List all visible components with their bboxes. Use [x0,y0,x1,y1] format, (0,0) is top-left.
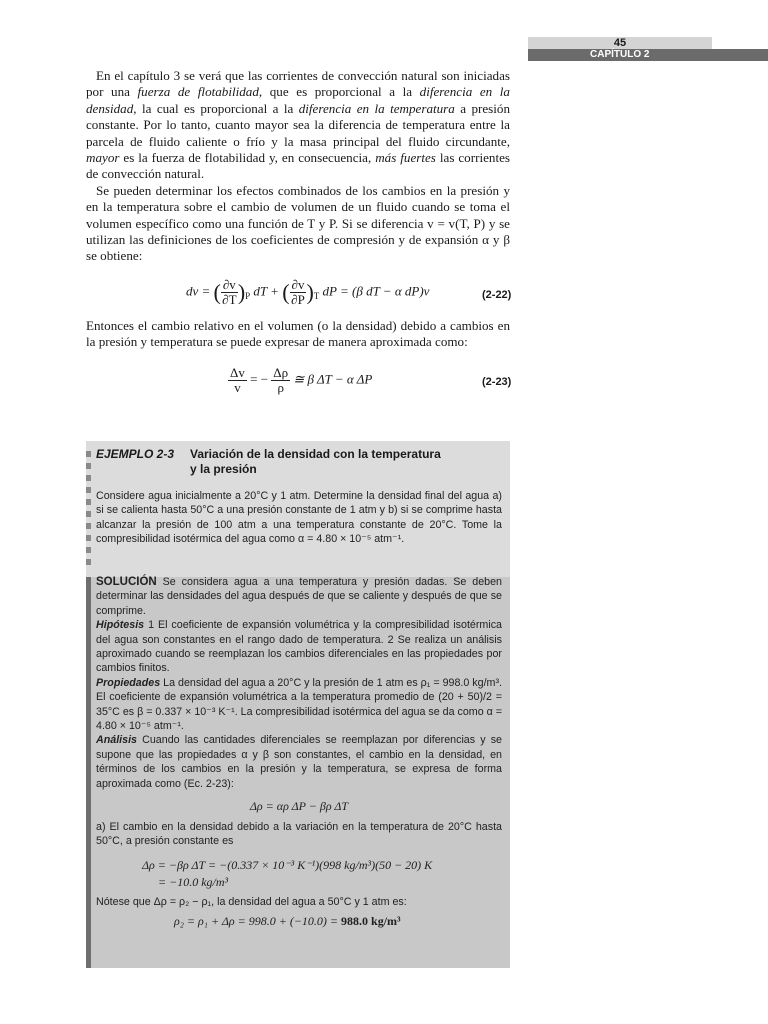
equation-number-2-23: (2-23) [482,376,512,388]
side-dash [86,463,91,469]
side-dash [86,559,91,565]
equation-2-23: $\frac{\Delta v}{v}$ = − $\frac{\Delta\rho}{\rho}$ ≅ β ΔT − α ΔP [230,365,373,395]
side-dash [86,499,91,505]
paragraph-2: Se pueden determinar los efectos combinados de los cambios en la presión y en la temperatura sobre el cambio de volumen de un fluido cuando se toma el volumen específico como una función de T y P. Si se diferencia v = v(T, P) y se utilizan las definiciones de los coeficientes de compresión y de expansión α y β se obtiene: [86,182,510,264]
side-dash [86,535,91,541]
body-text [86,68,510,265]
example-side-bar [86,577,91,968]
final-density-equation: ρ₂ = ρ₁ + Δρ = 998.0 + (−10.0) = 988.0 kg/m³ [174,913,401,928]
example-box [86,441,510,968]
equation-a-line1: Δρ = −βρ ΔT = −(0.337 × 10⁻³ K⁻¹)(998 kg/m³)(50 − 20) K [142,858,433,873]
example-label: EJEMPLO 2-3 [96,447,175,461]
page-number: 45 [528,37,712,49]
side-dash [86,547,91,553]
equation-2-22: dv = ( $\frac{\partial v}{\partial T}$ )$_P$ dT + ( $\frac{\partial v}{\partial P}$ )$_T$ dP = (β dT − α dP)v [186,277,430,307]
paragraph-3: Entonces el cambio relativo en el volumen (o la densidad) debido a cambios en la presión y temperatura se puede expresar de manera aproximada como: [86,318,510,350]
chapter-label: CAPÍTULO 2 [528,49,768,61]
body-text-2 [86,318,510,351]
equation-number-2-22: (2-22) [482,289,512,301]
side-dash [86,487,91,493]
equation-a-line2: = −10.0 kg/m³ [158,874,229,889]
density-change-equation: Δρ = αρ ΔP − βρ ΔT [249,799,349,814]
paragraph-1: En el capítulo 3 se verá que las corrientes de convección natural son iniciadas por una fuerza de flotabilidad, que es proporcional a la diferencia en la densidad, la cual es proporcional a la diferencia en la temperatura a presión constante. Por lo tanto, cuanto mayor sea la diferencia de temperatura entre la parcela de fluido caliente o frío y la masa principal del fluido circundante, mayor es la fuerza de flotabilidad y, en consecuencia, más fuertes las corrientes de convección natural. [86,68,511,182]
side-dash [86,475,91,481]
example-title: Variación de la densidad con la temperatura y la presión [190,447,441,476]
side-dash [86,451,91,457]
side-dash [86,523,91,529]
example-solution: SOLUCIÓN Se considera agua a una temperatura y presión dadas. Se deben determinar las densidades del agua después de que se caliente y después de que se comprime. Hipótesis 1 El coeficiente de expansión volumétrica y la compresibilidad isotérmica del agua son constantes en el rango dado de temperatura. 2 Se realiza un análisis aproximado cuando se reemplazan los cambios diferenciales en las propiedades por cambios finitos. Propiedades La densidad del agua a 20°C y la presión de 1 atm es ρ₁ = 998.0 kg/m³. El coeficiente de expansión volumétrica a la temperatura promedio de (20 + 50)/2 = 35°C es β = 0.337 × 10⁻³ K⁻¹. La compresibilidad isotérmica del agua se da como α = 4.80 × 10⁻⁵ atm⁻¹. Análisis Cuando las cantidades diferenciales se reemplazan por diferencias y se supone que las propiedades α y β son constantes, el cambio en la densidad, en términos de los cambios en la presión y la temperatura, se expresa de forma aproximada como (Ec. 2-23): Δρ = αρ ΔP − βρ ΔT a) El cambio en la densidad debido a la variación en la temperatura de 20°C hasta 50°C, a presión constante es Δρ = −βρ ΔT = −(0.337 × 10⁻³ K⁻¹)(998 kg/m³)(50 − 20) K = −10.0 kg/m³ Nótese que Δρ = ρ₂ − ρ₁, la densidad del agua a 50°C y 1 atm es: ρ₂ = ρ₁ + Δρ = 998.0 + (−10.0) = 988.0 kg/m³ [96,576,503,928]
side-dash [86,511,91,517]
example-statement: Considere agua inicialmente a 20°C y 1 atm. Determine la densidad final del agua a) si se calienta hasta 50°C a una presión constante de 1 atm y b) si se comprime hasta alcanzar la presión de 100 atm a una temperatura constante de 20°C. Tome la compresibilidad isotérmica del agua como α = 4.80 × 10⁻⁵ atm⁻¹. [96,490,502,546]
